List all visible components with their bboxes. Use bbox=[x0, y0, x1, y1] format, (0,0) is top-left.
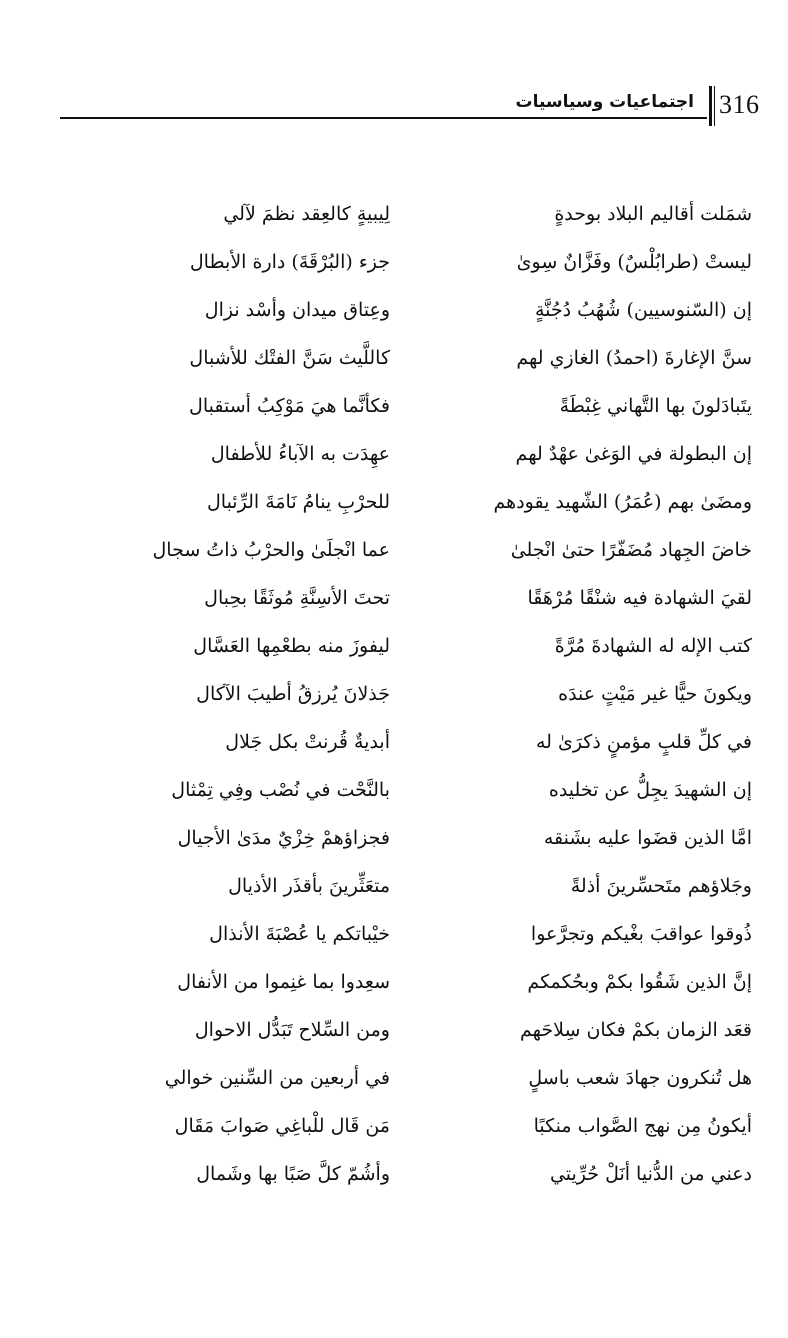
verse-line: بالنَّحْت في نُصْب وفِي تِمْثال bbox=[171, 779, 390, 801]
verse-line: ذُوقوا عواقبَ بغْيكم وتجرَّعوا bbox=[530, 923, 752, 945]
verse-line: جَذلانَ يُرزقُ أطيبَ الآكال bbox=[196, 683, 390, 705]
verse-line: إن (السّنوسيين) شُهُبُ دُجُنَّةٍ bbox=[534, 299, 752, 321]
verse-line: ليستْ (طرابُلْسٌ) وفَزَّانٌ سِوىٰ bbox=[516, 251, 752, 273]
verse-line: للحرْبِ ينامُ نَامَةَ الرِّئبال bbox=[206, 491, 390, 513]
verse-line: جزء (البُرْقَةَ) دارة الأبطال bbox=[189, 251, 390, 273]
verse-line: سعِدوا بما غنِموا من الأنفال bbox=[177, 971, 390, 993]
header-rule bbox=[60, 117, 707, 119]
verse-line: تحتَ الأسِنَّةِ مُوثَقًا بحِبال bbox=[204, 587, 390, 609]
verse-line: فجزاؤهمْ خِزْيٌ مدَىٰ الأجيال bbox=[177, 827, 390, 849]
verse-line: هل تُنكرون جهادَ شعب باسلٍ bbox=[528, 1067, 752, 1089]
verse-line: فكأنَّما هيَ مَوْكِبُ أستقبال bbox=[189, 395, 390, 417]
poem-left-column bbox=[152, 190, 390, 1198]
verse-line: قعَد الزمان بكمْ فكان سِلاحَهم bbox=[520, 1019, 752, 1041]
header-divider-thin bbox=[714, 86, 715, 126]
verse-line: شمَلت أقاليم البلاد بوحدةٍ bbox=[554, 203, 752, 225]
poem-right-column bbox=[494, 190, 752, 1198]
verse-line: متعَثِّرينَ بأقذَر الأذيال bbox=[228, 875, 390, 897]
verse-line: كتب الإله له الشهادةَ مُرَّةً bbox=[554, 635, 752, 657]
verse-line: في أربعين من السِّنين خوالي bbox=[164, 1067, 390, 1089]
verse-line: لقيَ الشهادة فيه شنْقًا مُرْهَقًا bbox=[527, 587, 752, 609]
verse-line: ومن السِّلاح تَبَدُّل الاحوال bbox=[194, 1019, 390, 1041]
verse-line: إن البطولة في الوَغىٰ عهْدٌ لهم bbox=[515, 443, 752, 465]
verse-line: دعني من الدُّنيا أنَلْ حُرِّيتي bbox=[549, 1163, 752, 1185]
verse-line: لِيبيةٍ كالعِقد نظمَ لآلي bbox=[223, 203, 390, 225]
page-number: 316 bbox=[719, 90, 760, 119]
verse-line: ومضَىٰ بهم (عُمَرُ) الشّهيد يقودهم bbox=[493, 491, 752, 513]
verse-line: عما انْجلَىٰ والحرْبُ ذاتُ سجال bbox=[152, 539, 390, 561]
verse-line: وأشُمّ كلَّ صَبًا بها وشَمال bbox=[196, 1163, 390, 1185]
verse-line: أبديةٌ قُرنتْ بكل جَلال bbox=[225, 731, 390, 753]
verse-line: ويكونَ حيًّا غير مَيْتٍ عندَه bbox=[558, 683, 752, 705]
verse-line: خيْباتكم يا عُصْبَةَ الأنذال bbox=[209, 923, 390, 945]
verse-line: كاللَّيث سَنَّ الفتْك للأشبال bbox=[189, 347, 390, 369]
verse-line: أيكونُ مِن نهج الصَّواب منكبًا bbox=[533, 1115, 752, 1137]
verse-line: يتَبادَلونَ بها التَّهاني غِبْطَةً bbox=[559, 395, 752, 417]
verse-line: امَّا الذين قضَوا عليه بشَنقه bbox=[543, 827, 752, 849]
verse-line: سنَّ الإغارةَ (احمدُ) الغازي لهم bbox=[516, 347, 752, 369]
verse-line: إن الشهيدَ يجِلُّ عن تخليده bbox=[548, 779, 752, 801]
verse-line: ليفوزَ منه بطعْمِها العَسَّال bbox=[193, 635, 390, 657]
verse-line: وعِتاق ميدان وأسْد نزال bbox=[204, 299, 390, 321]
section-title: اجتماعيات وسياسيات bbox=[515, 92, 694, 112]
verse-line: عهِدَت به الآباءُ للأطفال bbox=[210, 443, 390, 465]
header-divider-thick bbox=[709, 86, 712, 126]
verse-line: في كلِّ قلبٍ مؤمنٍ ذكرَىٰ له bbox=[535, 731, 752, 753]
verse-line: مَن قَال للْباغِي صَوابَ مَقَال bbox=[174, 1115, 390, 1137]
verse-line: وجَلاؤهم متَحسِّرينَ أذلةً bbox=[570, 875, 752, 897]
verse-line: خاضَ الجِهاد مُضَفّرًا حتىٰ انْجلىٰ bbox=[510, 539, 752, 561]
verse-line: إنَّ الذين شَقُوا بكمْ وبحُكمكم bbox=[527, 971, 752, 993]
